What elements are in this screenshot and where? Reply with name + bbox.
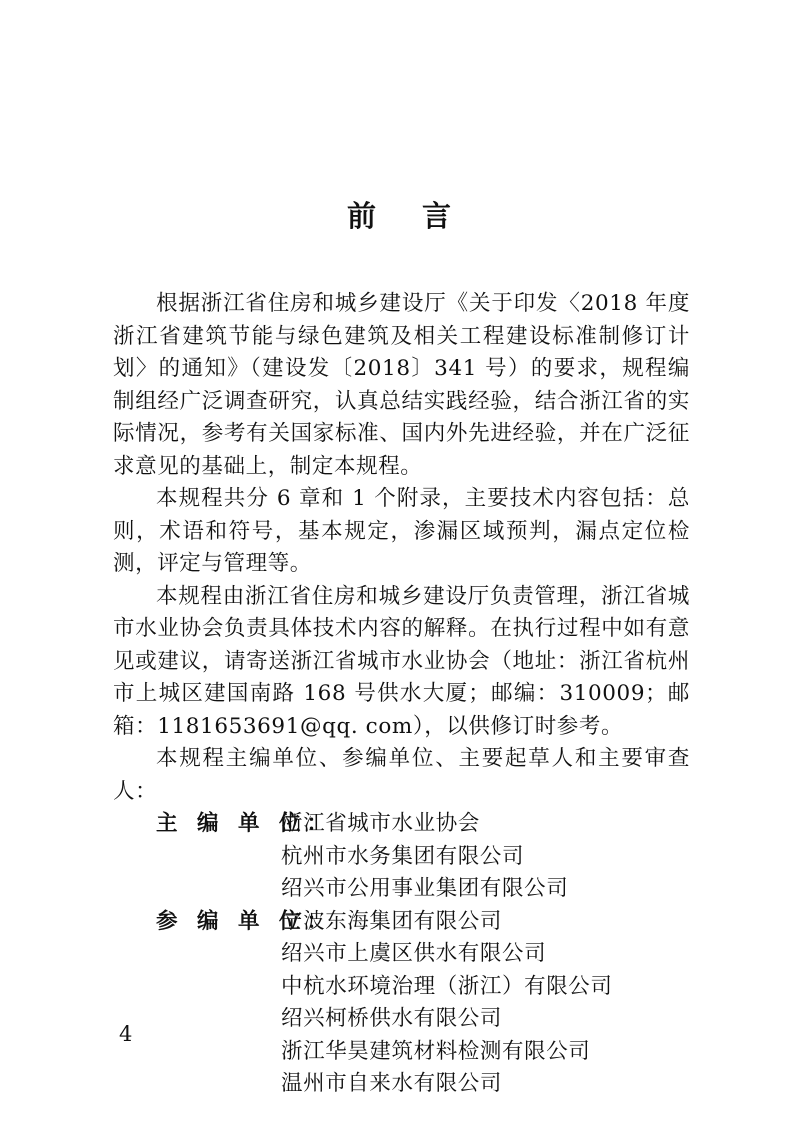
participant-row (113, 1036, 690, 1069)
chief-editor-row (113, 873, 690, 906)
chief-editor-organization: 浙江省城市水业协会 (281, 811, 480, 836)
page-title (0, 194, 800, 238)
preface-paragraph-1: 根据浙江省住房和城乡建设厅《关于印发〈2018 年度浙江省建筑节能与绿色建筑及相关工程建设标准制修订计划〉的通知》（建设发〔2018〕341 号）的要求，规程编制组经广泛调查研究，认真总结实践经验，结合浙江省的实际情况，参考有关国家标准、国内外先进经验，并在广泛征求意见的基础上，制定本规程。 (113, 291, 690, 479)
participant-organization: 浙江华昊建筑材料检测有限公司 (281, 1038, 591, 1064)
participant-row (113, 1068, 690, 1101)
chief-editor-organization: 绍兴市公用事业集团有限公司 (281, 876, 569, 901)
participant-row (113, 971, 690, 1004)
title-character-1: 前 (346, 199, 378, 233)
participant-row (113, 938, 690, 971)
participant-label: 参 编 单 位： (156, 908, 334, 934)
chief-editor-row (113, 808, 690, 841)
chief-editor-list (113, 808, 690, 906)
preface-body (113, 288, 690, 1101)
preface-paragraph-3: 本规程由浙江省住房和城乡建设厅负责管理，浙江省城市水业协会负责具体技术内容的解释。在执行过程中如有意见或建议，请寄送浙江省城市水业协会（地址：浙江省杭州市上城区建国南路 168 号供水大厦；邮编：310009；邮箱：1181653691@qq. com），以供修订时参考。 (113, 583, 690, 739)
participant-organization: 绍兴市上虞区供水有限公司 (281, 941, 547, 966)
chief-editor-row (113, 841, 690, 874)
page-number: 4 (119, 1022, 133, 1046)
participant-row (113, 1003, 690, 1036)
participant-organization: 温州市自来水有限公司 (281, 1071, 503, 1096)
participant-organization: 宁波东海集团有限公司 (281, 908, 503, 934)
preface-paragraph-2: 本规程共分 6 章和 1 个附录，主要技术内容包括：总则，术语和符号，基本规定，渗漏区域预判，漏点定位检测，评定与管理等。 (113, 486, 690, 576)
participant-organization: 绍兴柯桥供水有限公司 (281, 1006, 503, 1031)
title-character-2: 言 (422, 199, 454, 233)
participant-organization: 中杭水环境治理（浙江）有限公司 (281, 973, 613, 999)
participant-list (113, 906, 690, 1101)
preface-paragraph-4: 本规程主编单位、参编单位、主要起草人和主要审查人： (113, 746, 690, 804)
participant-row (113, 906, 690, 939)
chief-editor-organization: 杭州市水务集团有限公司 (281, 843, 525, 869)
chief-editor-label: 主 编 单 位： (156, 811, 334, 836)
